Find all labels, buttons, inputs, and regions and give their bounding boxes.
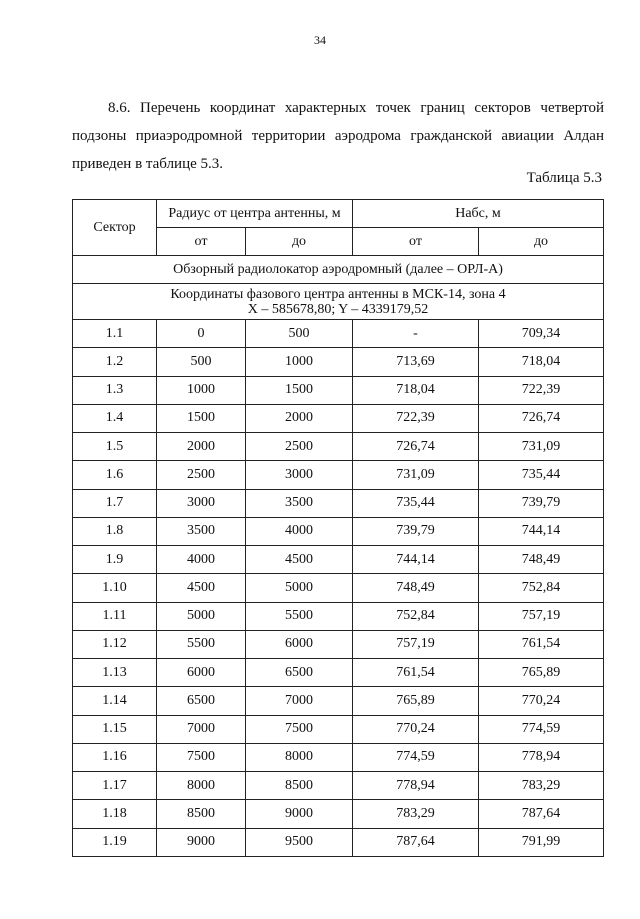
cell-sector: 1.11: [73, 602, 157, 630]
cell-radius-from: 5500: [157, 630, 246, 658]
cell-radius-to: 3000: [246, 461, 353, 489]
cell-radius-from: 2500: [157, 461, 246, 489]
cell-radius-from: 3500: [157, 517, 246, 545]
cell-habs-to: 735,44: [479, 461, 604, 489]
cell-radius-to: 2000: [246, 404, 353, 432]
table-row: [73, 461, 604, 489]
cell-habs-from: 765,89: [353, 687, 479, 715]
header-habs-from: от: [353, 228, 479, 256]
table-body: [73, 320, 604, 857]
table-row: [73, 772, 604, 800]
cell-radius-from: 7000: [157, 715, 246, 743]
antenna-coordinates: [73, 284, 604, 320]
cell-radius-to: 7500: [246, 715, 353, 743]
cell-radius-to: 6000: [246, 630, 353, 658]
table-row: [73, 320, 604, 348]
cell-habs-to: 770,24: [479, 687, 604, 715]
cell-habs-to: 739,79: [479, 489, 604, 517]
cell-sector: 1.17: [73, 772, 157, 800]
table-row: [73, 546, 604, 574]
cell-habs-from: 718,04: [353, 376, 479, 404]
cell-radius-to: 500: [246, 320, 353, 348]
cell-habs-from: 713,69: [353, 348, 479, 376]
cell-radius-to: 1500: [246, 376, 353, 404]
cell-habs-from: 783,29: [353, 800, 479, 828]
cell-sector: 1.15: [73, 715, 157, 743]
intro-paragraph: [72, 94, 604, 178]
cell-radius-from: 9000: [157, 828, 246, 856]
cell-radius-to: 9500: [246, 828, 353, 856]
cell-radius-to: 5000: [246, 574, 353, 602]
cell-radius-to: 2500: [246, 433, 353, 461]
cell-habs-to: 791,99: [479, 828, 604, 856]
table-row: [73, 348, 604, 376]
cell-habs-from: 774,59: [353, 743, 479, 771]
cell-habs-to: 787,64: [479, 800, 604, 828]
table-row: [73, 376, 604, 404]
cell-habs-from: 787,64: [353, 828, 479, 856]
cell-sector: 1.5: [73, 433, 157, 461]
table-row: [73, 517, 604, 545]
cell-sector: 1.1: [73, 320, 157, 348]
cell-habs-to: 783,29: [479, 772, 604, 800]
cell-sector: 1.14: [73, 687, 157, 715]
cell-habs-to: 744,14: [479, 517, 604, 545]
cell-habs-to: 731,09: [479, 433, 604, 461]
cell-habs-to: 722,39: [479, 376, 604, 404]
cell-habs-from: 770,24: [353, 715, 479, 743]
cell-radius-to: 9000: [246, 800, 353, 828]
intro-text: 8.6. Перечень координат характерных точек границ секторов четвертой подзоны приаэродромной территории аэродрома гражданской авиации Алдан приведен в таблице 5.3.: [72, 100, 604, 172]
header-sector: Сектор: [73, 200, 157, 256]
cell-sector: 1.13: [73, 659, 157, 687]
antenna-coordinates-line1: Координаты фазового центра антенны в МСК-14, зона 4: [170, 286, 506, 302]
cell-habs-from: 731,09: [353, 461, 479, 489]
header-habs: Набс, м: [353, 200, 604, 228]
cell-habs-to: 709,34: [479, 320, 604, 348]
table-row: [73, 602, 604, 630]
cell-radius-to: 4000: [246, 517, 353, 545]
cell-habs-to: 726,74: [479, 404, 604, 432]
table-row: [73, 630, 604, 658]
table-row: [73, 489, 604, 517]
table-row: [73, 828, 604, 856]
header-radius: Радиус от центра антенны, м: [157, 200, 353, 228]
cell-habs-from: 761,54: [353, 659, 479, 687]
page-number: 34: [314, 33, 326, 47]
table-row: [73, 659, 604, 687]
cell-sector: 1.7: [73, 489, 157, 517]
cell-radius-to: 6500: [246, 659, 353, 687]
cell-sector: 1.4: [73, 404, 157, 432]
cell-radius-to: 8000: [246, 743, 353, 771]
cell-sector: 1.19: [73, 828, 157, 856]
section-title: Обзорный радиолокатор аэродромный (далее – ОРЛ-А): [73, 256, 604, 284]
cell-habs-to: 774,59: [479, 715, 604, 743]
cell-radius-from: 500: [157, 348, 246, 376]
header-radius-to: до: [246, 228, 353, 256]
cell-radius-from: 2000: [157, 433, 246, 461]
cell-habs-to: 718,04: [479, 348, 604, 376]
cell-sector: 1.10: [73, 574, 157, 602]
cell-radius-from: 4000: [157, 546, 246, 574]
cell-radius-to: 3500: [246, 489, 353, 517]
cell-radius-to: 8500: [246, 772, 353, 800]
table-row: [73, 574, 604, 602]
cell-sector: 1.18: [73, 800, 157, 828]
cell-habs-from: 735,44: [353, 489, 479, 517]
cell-radius-from: 6500: [157, 687, 246, 715]
cell-sector: 1.16: [73, 743, 157, 771]
cell-sector: 1.6: [73, 461, 157, 489]
table-row: [73, 404, 604, 432]
cell-sector: 1.9: [73, 546, 157, 574]
table-row: [73, 800, 604, 828]
cell-radius-to: 4500: [246, 546, 353, 574]
table-row: [73, 433, 604, 461]
table-row: [73, 715, 604, 743]
cell-sector: 1.3: [73, 376, 157, 404]
cell-radius-from: 0: [157, 320, 246, 348]
header-radius-from: от: [157, 228, 246, 256]
cell-radius-to: 1000: [246, 348, 353, 376]
header-habs-to: до: [479, 228, 604, 256]
cell-habs-from: 748,49: [353, 574, 479, 602]
cell-radius-from: 3000: [157, 489, 246, 517]
cell-habs-to: 765,89: [479, 659, 604, 687]
coordinates-table: [72, 199, 604, 857]
cell-habs-from: 726,74: [353, 433, 479, 461]
cell-sector: 1.12: [73, 630, 157, 658]
cell-sector: 1.8: [73, 517, 157, 545]
table-row: [73, 743, 604, 771]
cell-habs-from: -: [353, 320, 479, 348]
table-caption: Таблица 5.3: [526, 170, 602, 186]
cell-radius-from: 5000: [157, 602, 246, 630]
cell-radius-to: 7000: [246, 687, 353, 715]
cell-habs-to: 761,54: [479, 630, 604, 658]
cell-sector: 1.2: [73, 348, 157, 376]
cell-habs-from: 739,79: [353, 517, 479, 545]
antenna-coordinates-line2: X – 585678,80; Y – 4339179,52: [247, 301, 429, 317]
cell-radius-from: 8500: [157, 800, 246, 828]
cell-radius-from: 4500: [157, 574, 246, 602]
cell-habs-to: 748,49: [479, 546, 604, 574]
cell-habs-to: 778,94: [479, 743, 604, 771]
cell-habs-from: 778,94: [353, 772, 479, 800]
cell-radius-from: 1500: [157, 404, 246, 432]
cell-radius-from: 6000: [157, 659, 246, 687]
cell-habs-from: 722,39: [353, 404, 479, 432]
cell-habs-from: 757,19: [353, 630, 479, 658]
cell-habs-to: 752,84: [479, 574, 604, 602]
cell-habs-from: 752,84: [353, 602, 479, 630]
cell-habs-to: 757,19: [479, 602, 604, 630]
cell-radius-from: 7500: [157, 743, 246, 771]
cell-radius-to: 5500: [246, 602, 353, 630]
cell-habs-from: 744,14: [353, 546, 479, 574]
table-row: [73, 687, 604, 715]
cell-radius-from: 1000: [157, 376, 246, 404]
cell-radius-from: 8000: [157, 772, 246, 800]
